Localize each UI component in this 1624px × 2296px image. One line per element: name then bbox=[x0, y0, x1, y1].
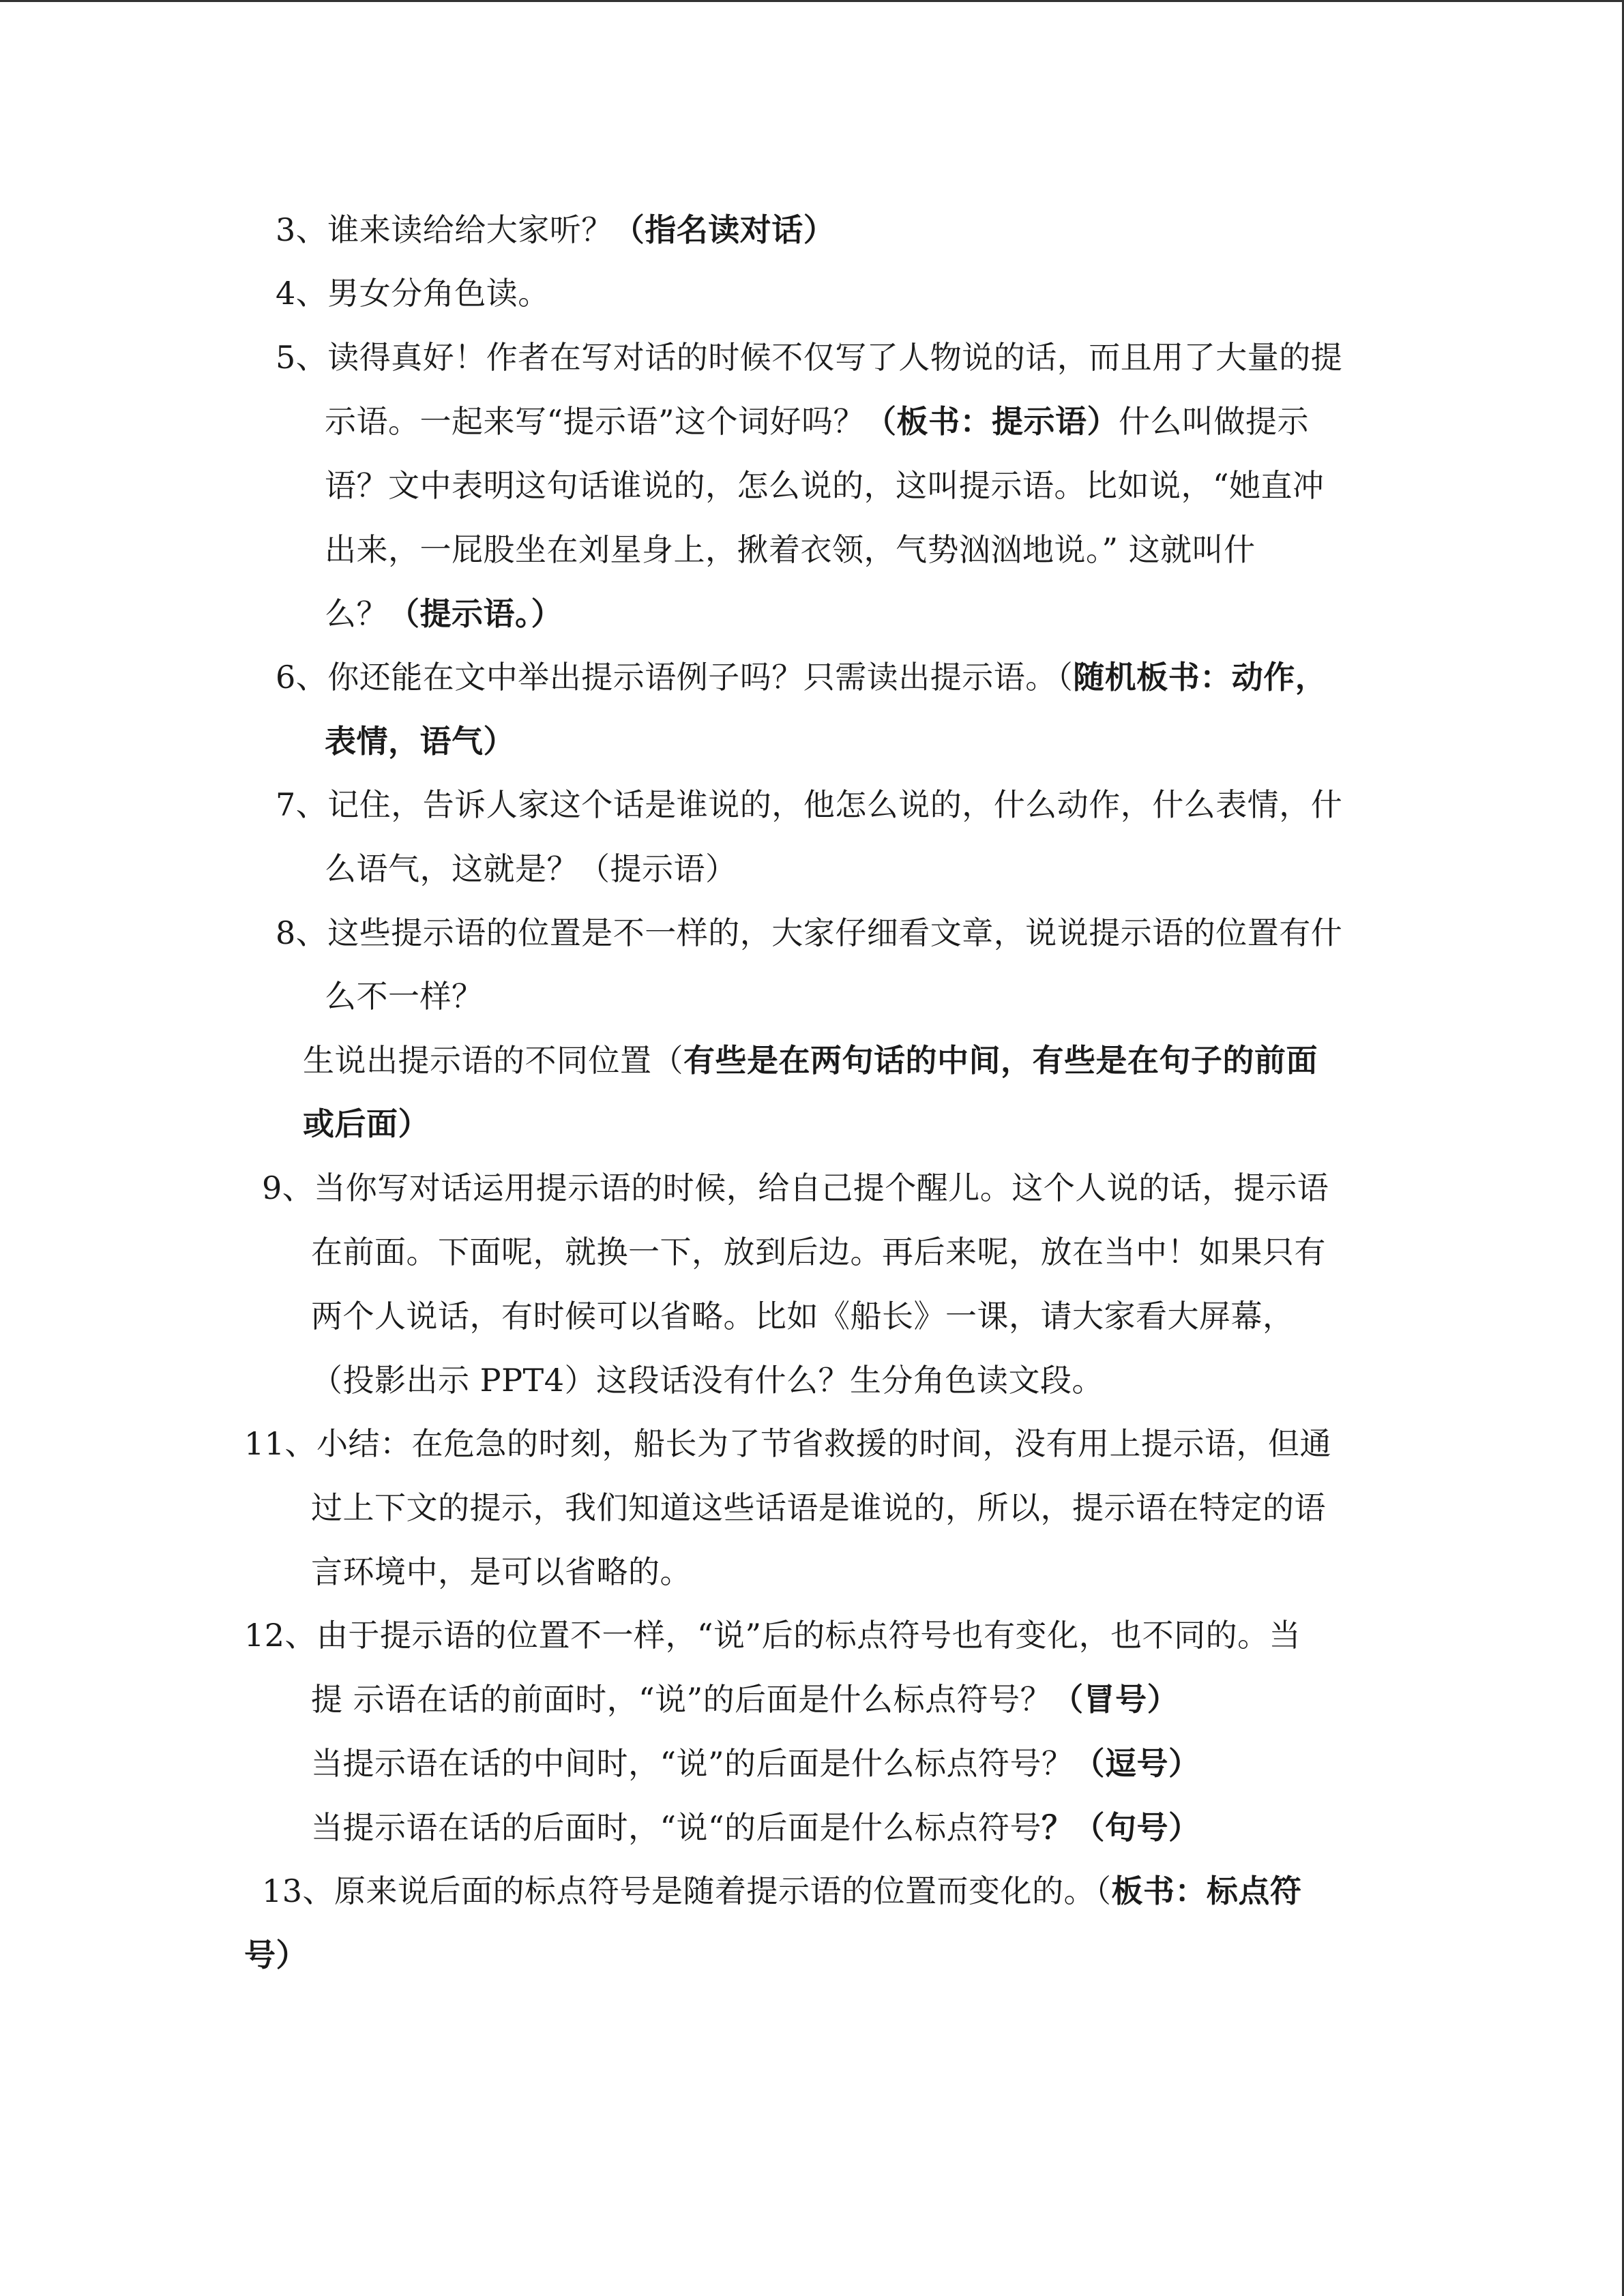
text-segment: 5、读得真好！作者在写对话的时候不仅写了人物说的话，而且用了大量的提 bbox=[276, 339, 1343, 376]
text-line bbox=[276, 337, 1342, 378]
bold-annotation: 表情，语气） bbox=[325, 723, 515, 760]
text-line bbox=[276, 209, 835, 250]
text-line bbox=[311, 1296, 1295, 1337]
text-segment: 当提示语在话的中间时，“说”的后面是什么标点符号？ bbox=[311, 1745, 1074, 1782]
text-segment: 6、你还能在文中举出提示语例子吗？只需读出提示语。（ bbox=[276, 659, 1074, 696]
text-segment: 8、这些提示语的位置是不一样的，大家仔细看文章，说说提示语的位置有什 bbox=[276, 914, 1343, 951]
text-line bbox=[325, 848, 737, 889]
bold-annotation: （冒号） bbox=[1052, 1681, 1179, 1718]
text-line bbox=[303, 1103, 430, 1144]
text-line bbox=[311, 1232, 1326, 1272]
bold-annotation: 随机板书：动作， bbox=[1073, 659, 1327, 696]
text-line bbox=[311, 1551, 692, 1592]
text-segment: 12、由于提示语的位置不一样，“说”后的标点符号也有变化，也不同的。当 bbox=[244, 1617, 1301, 1654]
text-line bbox=[311, 1679, 1179, 1720]
text-segment: 什么叫做提示 bbox=[1119, 403, 1310, 440]
text-line bbox=[311, 1487, 1326, 1528]
text-line bbox=[244, 1615, 1301, 1656]
text-segment: 9、当你写对话运用提示语的时候，给自己提个醒儿。这个人说的话，提示语 bbox=[262, 1169, 1329, 1206]
text-segment: 3、谁来读给给大家听？ bbox=[276, 211, 613, 248]
text-line bbox=[244, 1935, 308, 1976]
text-segment: 提 示语在话的前面时，“说”的后面是什么标点符号？ bbox=[311, 1681, 1052, 1718]
text-line bbox=[262, 1870, 1302, 1911]
text-segment: 11、小结：在危急的时刻，船长为了节省救援的时间，没有用上提示语，但通 bbox=[244, 1425, 1332, 1462]
bold-annotation: 板书：标点符 bbox=[1111, 1873, 1302, 1909]
text-segment: （投影出示 PPT4）这段话没有什么？生分角色读文段。 bbox=[311, 1362, 1104, 1399]
text-segment: 么不一样？ bbox=[325, 978, 484, 1015]
text-segment: 4、男女分角色读。 bbox=[276, 275, 550, 312]
text-line bbox=[311, 1807, 1200, 1848]
text-line bbox=[276, 784, 1342, 825]
bold-annotation: 有些是在两句话的中间，有些是在句子的前面 bbox=[683, 1042, 1318, 1079]
text-line bbox=[325, 721, 515, 762]
bold-annotation: ？（句号） bbox=[1042, 1809, 1200, 1846]
text-segment: 生说出提示语的不同位置（ bbox=[303, 1042, 683, 1079]
text-line bbox=[325, 465, 1325, 506]
text-line bbox=[303, 1040, 1318, 1081]
text-segment: 示语。一起来写“提示语”这个词好吗？ bbox=[325, 403, 866, 440]
text-segment: 语？文中表明这句话谁说的，怎么说的，这叫提示语。比如说，“她直冲 bbox=[325, 467, 1325, 504]
bold-annotation: （板书：提示语） bbox=[865, 403, 1119, 440]
text-segment: 7、记住，告诉人家这个话是谁说的，他怎么说的，什么动作，什么表情，什 bbox=[276, 786, 1343, 823]
bold-annotation: （提示语。） bbox=[388, 595, 563, 632]
text-segment: 在前面。下面呢，就换一下，放到后边。再后来呢，放在当中！如果只有 bbox=[311, 1234, 1326, 1270]
text-line bbox=[325, 976, 484, 1017]
bold-annotation: 或后面） bbox=[303, 1105, 430, 1142]
text-segment: 过上下文的提示，我们知道这些话语是谁说的，所以，提示语在特定的语 bbox=[311, 1489, 1326, 1526]
text-segment: 13、原来说后面的标点符号是随着提示语的位置而变化的。（ bbox=[262, 1873, 1112, 1909]
text-line bbox=[276, 657, 1327, 698]
bold-annotation: 号） bbox=[244, 1937, 308, 1973]
text-line bbox=[262, 1167, 1329, 1208]
text-line bbox=[311, 1743, 1200, 1784]
text-segment: 言环境中，是可以省略的。 bbox=[311, 1553, 692, 1590]
text-segment: 当提示语在话的后面时，“说“的后面是什么标点符号 bbox=[311, 1809, 1042, 1846]
text-segment: 么语气，这就是？（提示语） bbox=[325, 850, 737, 887]
text-segment: 两个人说话，有时候可以省略。比如《船长》一课，请大家看大屏幕， bbox=[311, 1298, 1295, 1335]
page-top-border bbox=[0, 0, 1624, 2]
text-segment: 出来，一屁股坐在刘星身上，揪着衣领，气势汹汹地说。” 这就叫什 bbox=[325, 531, 1256, 568]
text-line bbox=[276, 912, 1342, 953]
text-line bbox=[276, 273, 550, 314]
text-line bbox=[244, 1423, 1331, 1464]
text-line bbox=[325, 593, 563, 634]
text-line bbox=[311, 1360, 1104, 1401]
bold-annotation: （指名读对话） bbox=[612, 211, 836, 248]
text-segment: 么？ bbox=[325, 595, 388, 632]
bold-annotation: （逗号） bbox=[1073, 1745, 1200, 1782]
text-line bbox=[325, 529, 1256, 570]
text-line bbox=[325, 401, 1309, 442]
